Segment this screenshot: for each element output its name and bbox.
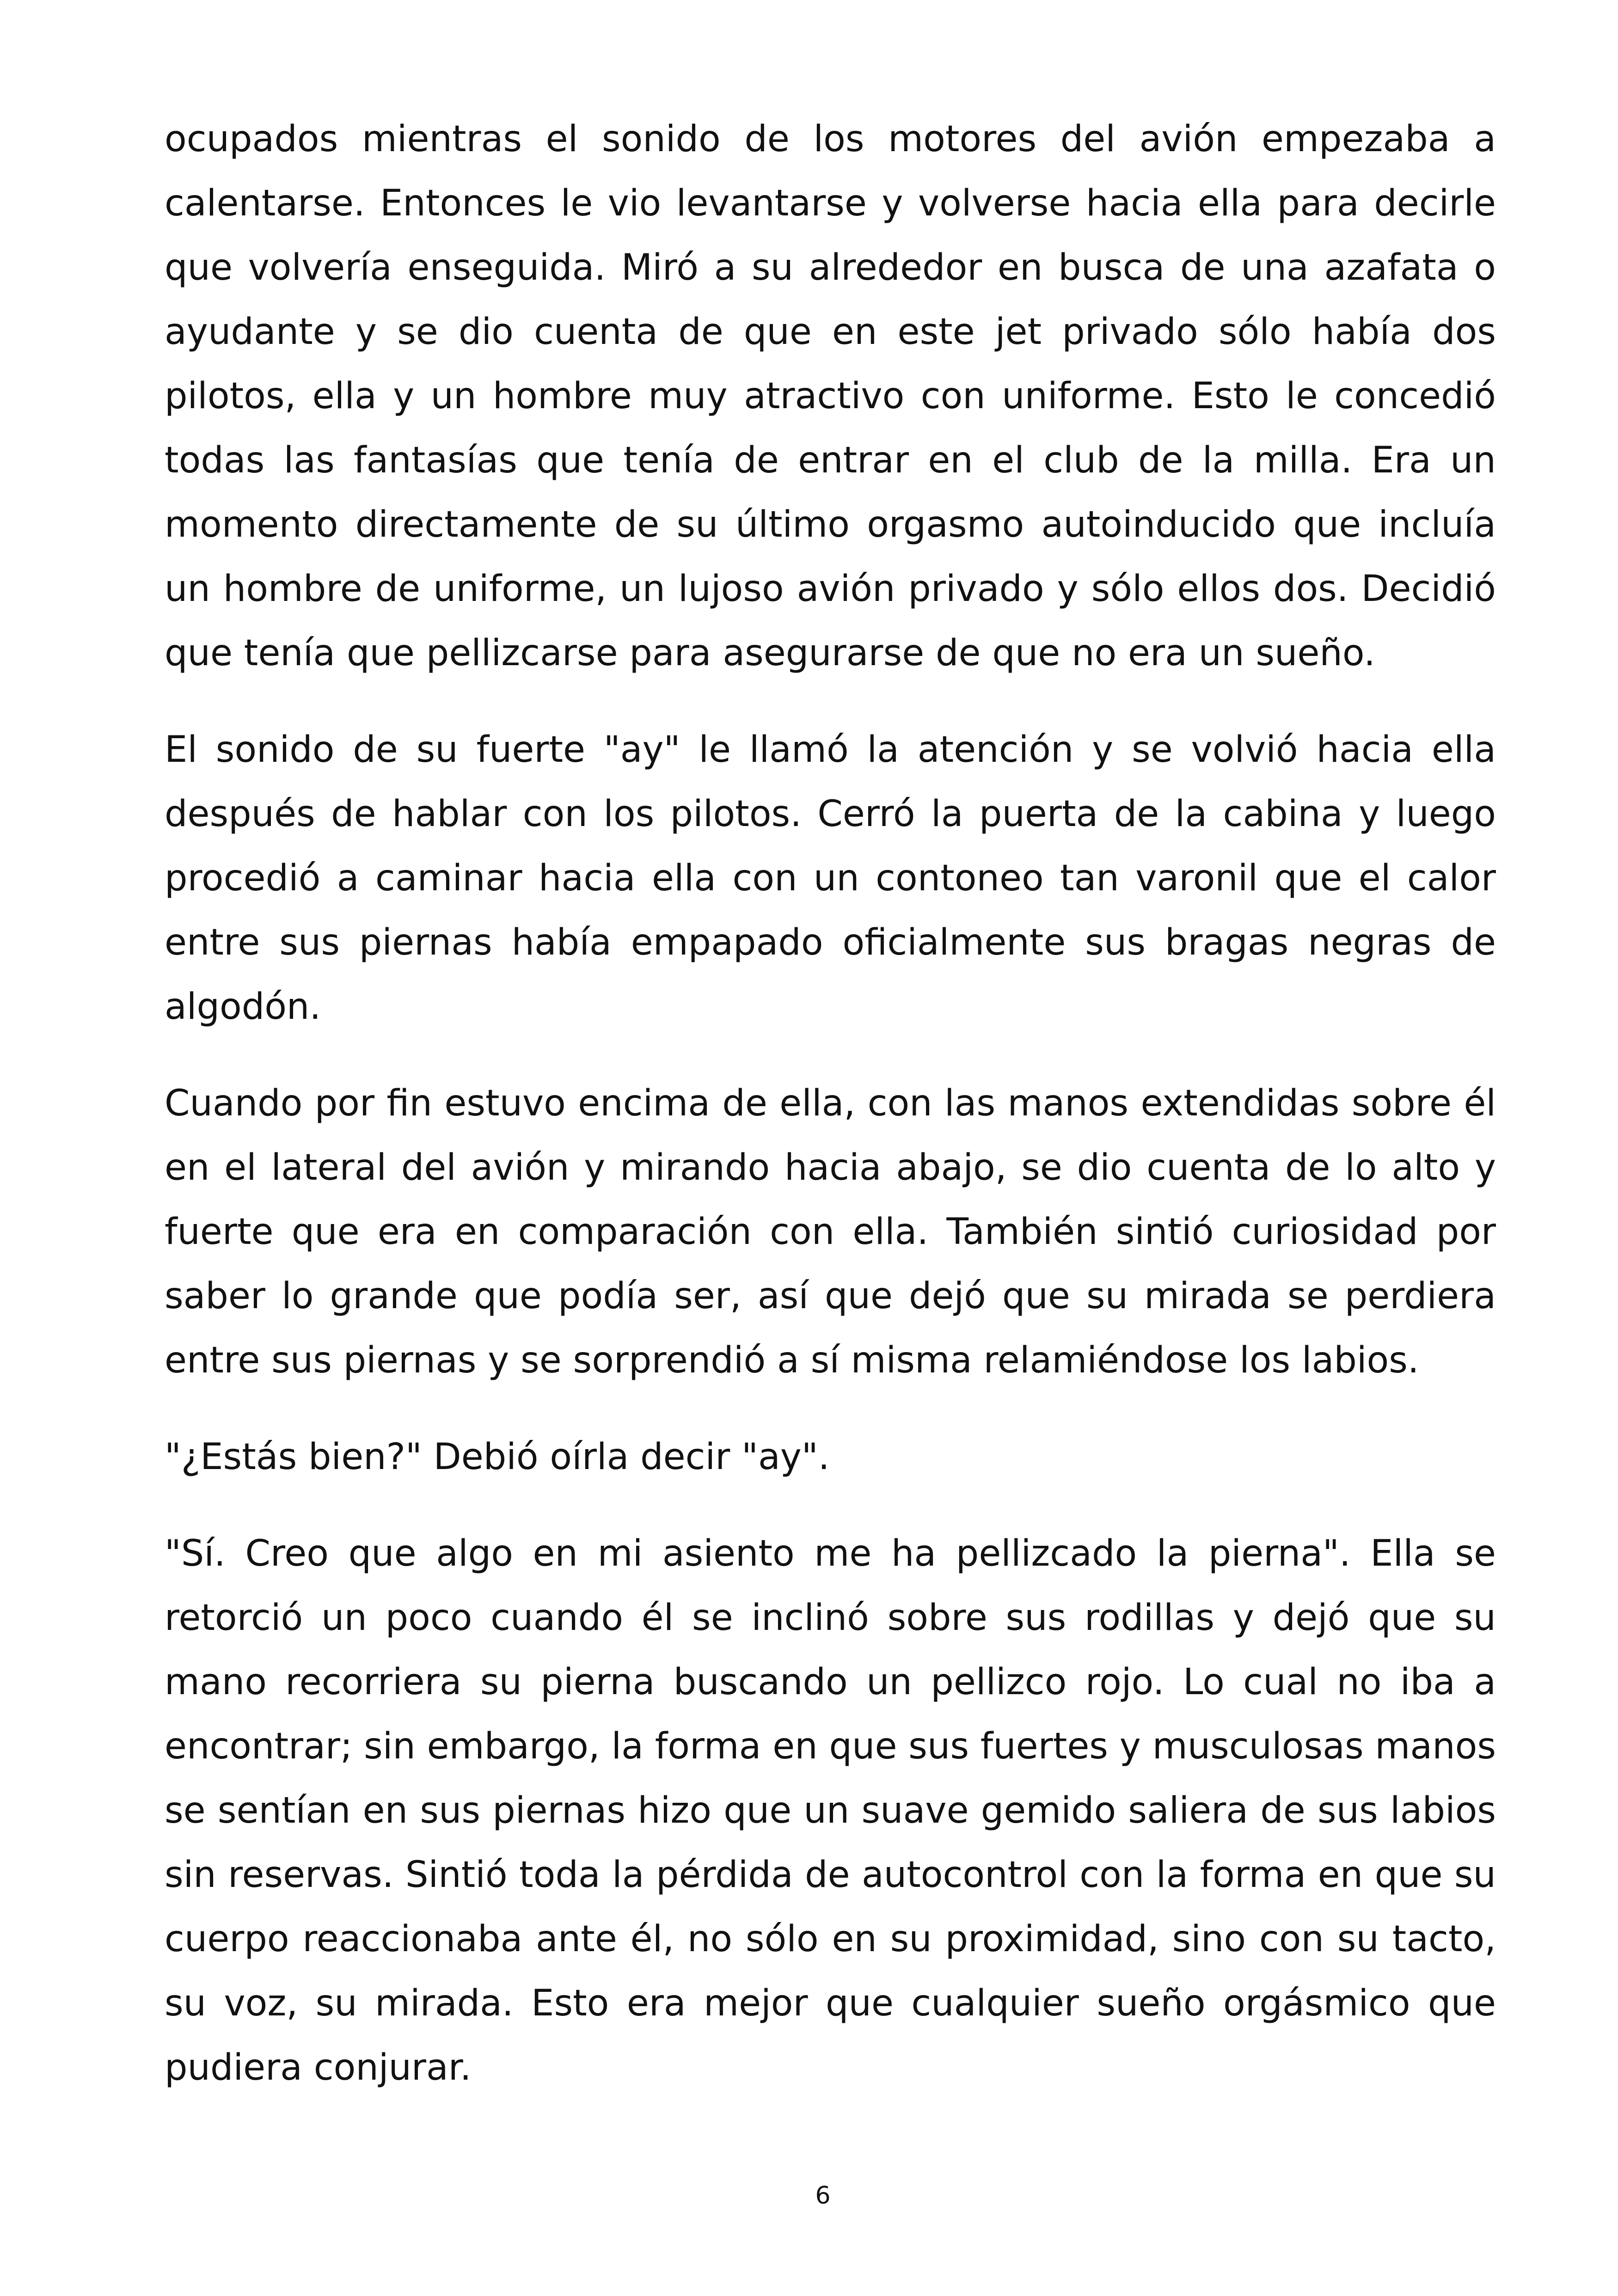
body-text <box>165 107 1496 2132</box>
paragraph-4: "¿Estás bien?" Debió oírla decir "ay". <box>165 1436 830 1478</box>
page-number: 6 <box>815 2182 831 2210</box>
paragraph-1: ocupados mientras el sonido de los motores del avión empezaba a calentarse. Entonces le vio levantarse y volverse hacia ella para decirle que volvería enseguida. Miró a su alrededor en busca de una azafata o ayudante y se dio cuenta de que en este jet privado sólo había dos pilotos, ella y un hombre muy atractivo con uniforme. Esto le concedió todas las fantasías que tenía de entrar en el club de la milla. Era un momento directamente de su último orgasmo autoinducido que incluía un hombre de uniforme, un lujoso avión privado y sólo ellos dos. Decidió que tenía que pellizcarse para asegurarse de que no era un sueño. <box>165 118 1496 674</box>
paragraph-3: Cuando por fin estuvo encima de ella, con las manos extendidas sobre él en el lateral del avión y mirando hacia abajo, se dio cuenta de lo alto y fuerte que era en comparación con ella. También sintió curiosidad por saber lo grande que podía ser, así que dejó que su mirada se perdiera entre sus piernas y se sorprendió a sí misma relamiéndose los labios. <box>165 1083 1496 1381</box>
paragraph-5: "Sí. Creo que algo en mi asiento me ha pellizcado la pierna". Ella se retorció un poco cuando él se inclinó sobre sus rodillas y dejó que su mano recorriera su pierna buscando un pellizco rojo. Lo cual no iba a encontrar; sin embargo, la forma en que sus fuertes y musculosas manos se sentían en sus piernas hizo que un suave gemido saliera de sus labios sin reservas. Sintió toda la pérdida de autocontrol con la forma en que su cuerpo reaccionaba ante él, no sólo en su proximidad, sino con su tacto, su voz, su mirada. Esto era mejor que cualquier sueño orgásmico que pudiera conjurar. <box>165 1533 1496 2088</box>
paragraph-2: El sonido de su fuerte "ay" le llamó la atención y se volvió hacia ella después de hablar con los pilotos. Cerró la puerta de la cabina y luego procedió a caminar hacia ella con un contoneo tan varonil que el calor entre sus piernas había empapado oficialmente sus bragas negras de algodón. <box>165 729 1496 1028</box>
